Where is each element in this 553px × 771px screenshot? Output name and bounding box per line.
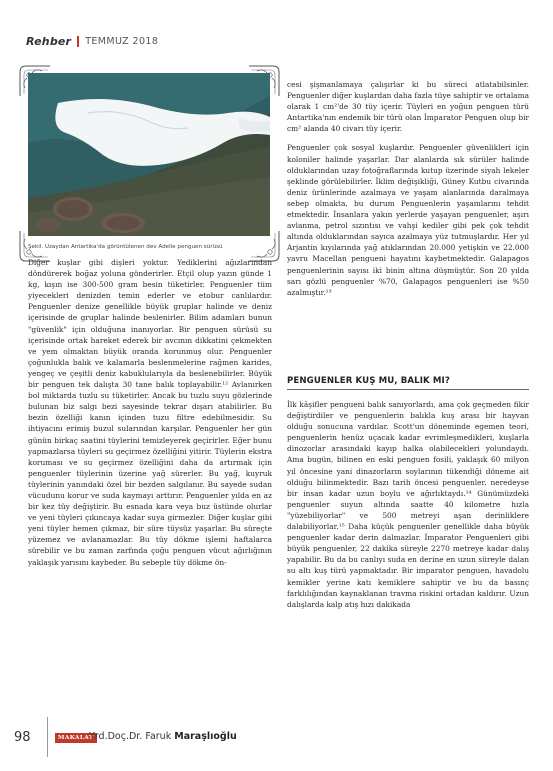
author-surname: Maraşlıoğlu — [174, 731, 237, 742]
right-text-column-bottom — [287, 399, 529, 610]
page-number: 98 — [14, 729, 31, 745]
author-prefix: Yrd.Doç.Dr. Faruk — [89, 731, 172, 742]
author-name — [89, 731, 237, 742]
section-tag: MAKALAT — [55, 733, 97, 743]
left-text-column — [28, 257, 272, 568]
figure-caption: Şekil. Uzaydan Antartika'da görüntülenen dev Adelie penguen sürüsü — [28, 244, 223, 250]
page-header — [26, 34, 158, 48]
penguin-colony-photo — [28, 73, 270, 236]
heading-divider — [287, 389, 529, 390]
header-separator — [77, 36, 79, 47]
paragraph: Penguenler çok sosyal kuşlardır. Penguenler güvenlikleri için koloniler halinde yaşarlar. Dar alanlarda sık sürüler halinde olduklarından uzay fotoğraflarında kutup üzerinde siyah lekeler şeklinde görülebilirler. İklim değişikliği, Güney Kutbu civarında deniz ürünlerinde azalmaya ve yaşam alanlarında daralmaya sebep olmakta, bu durum Penguenlerin yaşamlarını tehdit etmektedir. İnsanlara yakın yerlerde yaşayan penguenler, aşırı avlanma, petrol sızıntısı ve vahşi kediler gibi pek çok tehdit altında olduklarından sayıca azalmaya yüz tutmuşlardır. Her yıl Arjantin kıyılarında yağ atıklarından 20.000 yetişkin ve 22.000 yavru Macellan pengueni hayatını kaybetmektedir. Galapagos penguenlerinin sayısı iki binin altına düşmüştür. Son 20 yılda sarı gözlü penguenler %70, Galapagos penguenleri ise %50 azalmıştır.¹³ — [287, 143, 529, 297]
paragraph: Diğer kuşlar gibi dişleri yoktur. Yediklerini ağızlarından döndürerek boğaz yoluna gönderirler. Etçil olup yazın günde 1 kg, kışın ise 300-500 gram besin tüketirler. Penguenler tüm yiyecekleri denizden temin ederler ve etobur canlılardır. Penguenler denize genellikle büyük gruplar halinde ve deniz içerisinde de gruplar halinde beslenirler. Bilim adamları bunun "güvenlik" için olduğuna inanıyorlar. Bir penguen sürüsü su içerisinde ortak hareket ederek bir avcının dikkatini çekmekten ve yem olmaktan büyük oranda korunmuş olur. Penguenler çoğunlukla balık ve kalamarla beslenmelerine rağmen karides, yengeç ve çeşitli deniz kabuklularıyla da beslenebilirler. Büyük bir penguen tek dalışta 30 tane balık toplayabilir.¹² Avlanırken bol miktarda tuzlu su tüketirler. Ancak bu tuzlu suyu gözlerinde bulunan biz salgı bezi sayesinde tekrar dışarı atabilirler. Bu bezin özelliği kanın içinden tuzu filtre edebilmesidir. Su ihtiyacını erimiş buzul sularından karşılar. Penguenler her gün günün birkaç saatini tüylerini temizleyerek geçirirler. Eğer bunu yapmazlarsa tüyleri su geçirmez özelliğini yitirir. Tüylerin ekstra koruması ve su geçirmez özelliğini daha da artırmak için penguenler tüylerinin üzerine yağ sürerler. Bu yağ, kuyruk tüylerinin yanındaki özel bir bezden salgılanır. Bu sayede sudan vücudunu korur ve suda kaymayı arttırır. Penguenler yılda en az bir kez tüy değiştirir. Bu esnada kara veya buz üstünde olurlar ve yeni tüyleri çıkıncaya kadar suya girmezler. Diğer kuşlar gibi yeni tüyler hemen çıkmaz, bir süre tüysüz yaşarlar. Bu süreçte yüzemez ve avlanamazlar. Bu tüy dökme işlemi haftalarca sürebilir ve bu zaman zarfında çoğu penguen vücut ağırlığının yaklaşık yarısını kaybeder. Bu sebeple tüy dökme ön- — [28, 258, 272, 567]
magazine-brand: Rehber — [26, 34, 72, 48]
issue-date: TEMMUZ 2018 — [85, 35, 159, 47]
footer-divider — [47, 717, 48, 757]
paragraph: İlk kâşifler pengueni balık sanıyorlardı, ama çok geçmeden fikir değiştirdiler ve penguenlerin balıkla kuş arası bir hayvan olduğu sonucuna vardılar. Scott'un döneminde egemen teori, penguenlerin henüz uçacak kadar evrimleşmedikleri, kuşlarla dinozorlar arasındaki kayıp halka olabilecekleri yolundaydı. Ama bugün, bilinen en eski penguen fosili, yaklaşık 60 milyon yıl öncesine yani dinazorların soylarının tükendiği döneme ait olduğu bilinmektedir. Bazı tarih öncesi penguenler, neredeyse bir insan kadar uzun boylu ve ağırlıktaydı.¹⁴ Günümüzdeki penguenler suyun altında saatte 40 kilometre hızla "yüzebiliyorlar" ve 500 metreyi aşan derinliklere dalabiliyorlar.¹⁵ Daha küçük penguenler genellikle daha büyük penguenler kadar derin dalmazlar. İmparator Penguenleri gibi büyük penguenler, 22 dakika süreyle 2270 metreye kadar dalış yapabilir. Bu da bu canlıyı suda en derine en uzun süreyle dalan su altı kuş türü yapmaktadır. Bir imparator penguen, havadolu kemikler yerine katı kemiklere sahiptir ve bu da basınç farklılığından kaynaklanan travma riskini ortadan kaldırır. Uzun dalışlarda kalp atış hızı dakikada — [287, 400, 529, 609]
page-footer — [14, 729, 39, 745]
right-text-column-top — [287, 79, 529, 298]
section-heading: PENGUENLER KUŞ MU, BALIK MI? — [287, 376, 450, 386]
paragraph: cesi şişmanlamaya çalışırlar ki bu süreci atlatabilsinler. Penguenler diğer kuşlardan daha fazla tüye sahiptir ve ortalama olarak 1 cm²'de 30 tüy içerir. Tüyleri en yoğun penguen türü Antartika'nın endemik bir türü olan İmparator Penguen olup bir cm² alanda 40 civarı tüy içerir. — [287, 80, 529, 134]
